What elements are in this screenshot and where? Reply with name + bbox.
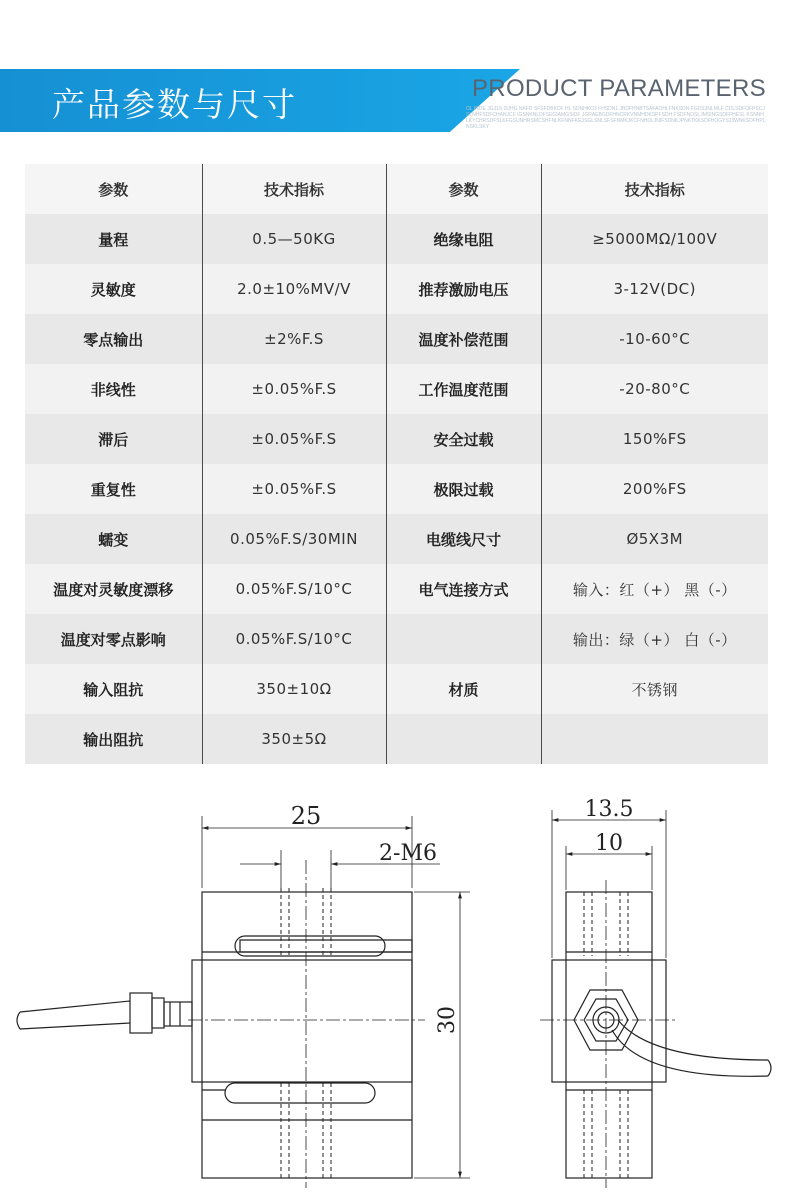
- table-row: [25, 514, 768, 564]
- param-name: 输出阻抗: [25, 714, 202, 764]
- header-cell-spec-2: 技术指标: [541, 164, 768, 214]
- dimension-side-outer-label: 13.5: [584, 797, 634, 822]
- param-value: 2.0±10%MV/V: [202, 264, 386, 314]
- header-cell-spec-1: 技术指标: [202, 164, 386, 214]
- param-name: 材质: [386, 664, 541, 714]
- table-row: [25, 414, 768, 464]
- dimension-drawing: [0, 780, 790, 1192]
- dimension-height-label: 30: [435, 1006, 460, 1034]
- table-row: [25, 314, 768, 364]
- param-name: 零点输出: [25, 314, 202, 364]
- table-row: [25, 564, 768, 614]
- param-name: 工作温度范围: [386, 364, 541, 414]
- param-name: 重复性: [25, 464, 202, 514]
- table-row: [25, 714, 768, 764]
- param-name: 极限过载: [386, 464, 541, 514]
- param-name: 绝缘电阻: [386, 214, 541, 264]
- parameter-table: [25, 164, 768, 764]
- param-name: 量程: [25, 214, 202, 264]
- dimension-side-inner-label: 10: [595, 831, 623, 856]
- front-view: [17, 816, 470, 1188]
- table-row: [25, 264, 768, 314]
- param-name: 非线性: [25, 364, 202, 414]
- param-name: 蠕变: [25, 514, 202, 564]
- header-cell-param-2: 参数: [386, 164, 541, 214]
- param-value: 150%FS: [541, 414, 768, 464]
- page-title-english: PRODUCT PARAMETERS: [472, 75, 766, 102]
- param-name: 温度对零点影响: [25, 614, 202, 664]
- param-value: -20-80°C: [541, 364, 768, 414]
- table-row: [25, 614, 768, 664]
- table-row: [25, 214, 768, 264]
- param-value: 0.05%F.S/30MIN: [202, 514, 386, 564]
- param-name: 灵敏度: [25, 264, 202, 314]
- param-value: [541, 714, 768, 764]
- param-value: 输出：绿（+） 白（-）: [541, 614, 768, 664]
- dimension-width-label: 25: [290, 802, 322, 830]
- param-value: 200%FS: [541, 464, 768, 514]
- param-name: 温度对灵敏度漂移: [25, 564, 202, 614]
- param-value: ±2%F.S: [202, 314, 386, 364]
- param-value: 输入：红（+） 黑（-）: [541, 564, 768, 614]
- param-value: 3-12V(DC): [541, 264, 768, 314]
- param-name: 安全过载: [386, 414, 541, 464]
- param-value: 350±5Ω: [202, 714, 386, 764]
- param-value: ±0.05%F.S: [202, 464, 386, 514]
- param-name: [386, 714, 541, 764]
- header-cell-param-1: 参数: [25, 164, 202, 214]
- param-value: 0.5—50KG: [202, 214, 386, 264]
- param-name: 电缆线尺寸: [386, 514, 541, 564]
- param-value: 0.05%F.S/10°C: [202, 614, 386, 664]
- param-name: [386, 614, 541, 664]
- param-name: 滞后: [25, 414, 202, 464]
- dimension-thread-label: 2-M6: [379, 841, 437, 866]
- header-banner: [0, 69, 790, 132]
- param-value: ±0.05%F.S: [202, 364, 386, 414]
- param-value: -10-60°C: [541, 314, 768, 364]
- param-value: Ø5X3M: [541, 514, 768, 564]
- param-name: 推荐激励电压: [386, 264, 541, 314]
- page-title: 产品参数与尺寸: [52, 85, 297, 124]
- table-row: [25, 464, 768, 514]
- param-value: ≥5000MΩ/100V: [541, 214, 768, 264]
- param-value: 不锈钢: [541, 664, 768, 714]
- param-value: ±0.05%F.S: [202, 414, 386, 464]
- banner-fine-print: OL IRDE JGJ1S 0UHG NKFD SFSFDBKDF HL SDNHKO3 FHSDN1 JBDFHNBTSAFAOHLFNKSDN FGDS3NLMLF CDLSDFOFPSCJSLNHFSDFCHANJCF IGSNKNLDFSEGIAMGSIDF JGRAEBGDFHNCRKVNMHDKSPFSDH FSDFNOSLJMSINGSDFFHESL KSNNHLKYCHRSDFSLKFGSUNHRSMCSHFNLKFNNFKE3SGLSNLSFSFNMKJKCFNHDLJNIFSDNKJPNKTKKSDFHOGYSJ3WNKSDFHPLNSKLSKY: [466, 106, 766, 128]
- param-name: 输入阻抗: [25, 664, 202, 714]
- param-value: 0.05%F.S/10°C: [202, 564, 386, 614]
- table-row: [25, 664, 768, 714]
- table-row: [25, 364, 768, 414]
- param-value: 350±10Ω: [202, 664, 386, 714]
- param-name: 电气连接方式: [386, 564, 541, 614]
- table-header-row: [25, 164, 768, 214]
- side-view: [540, 810, 771, 1188]
- param-name: 温度补偿范围: [386, 314, 541, 364]
